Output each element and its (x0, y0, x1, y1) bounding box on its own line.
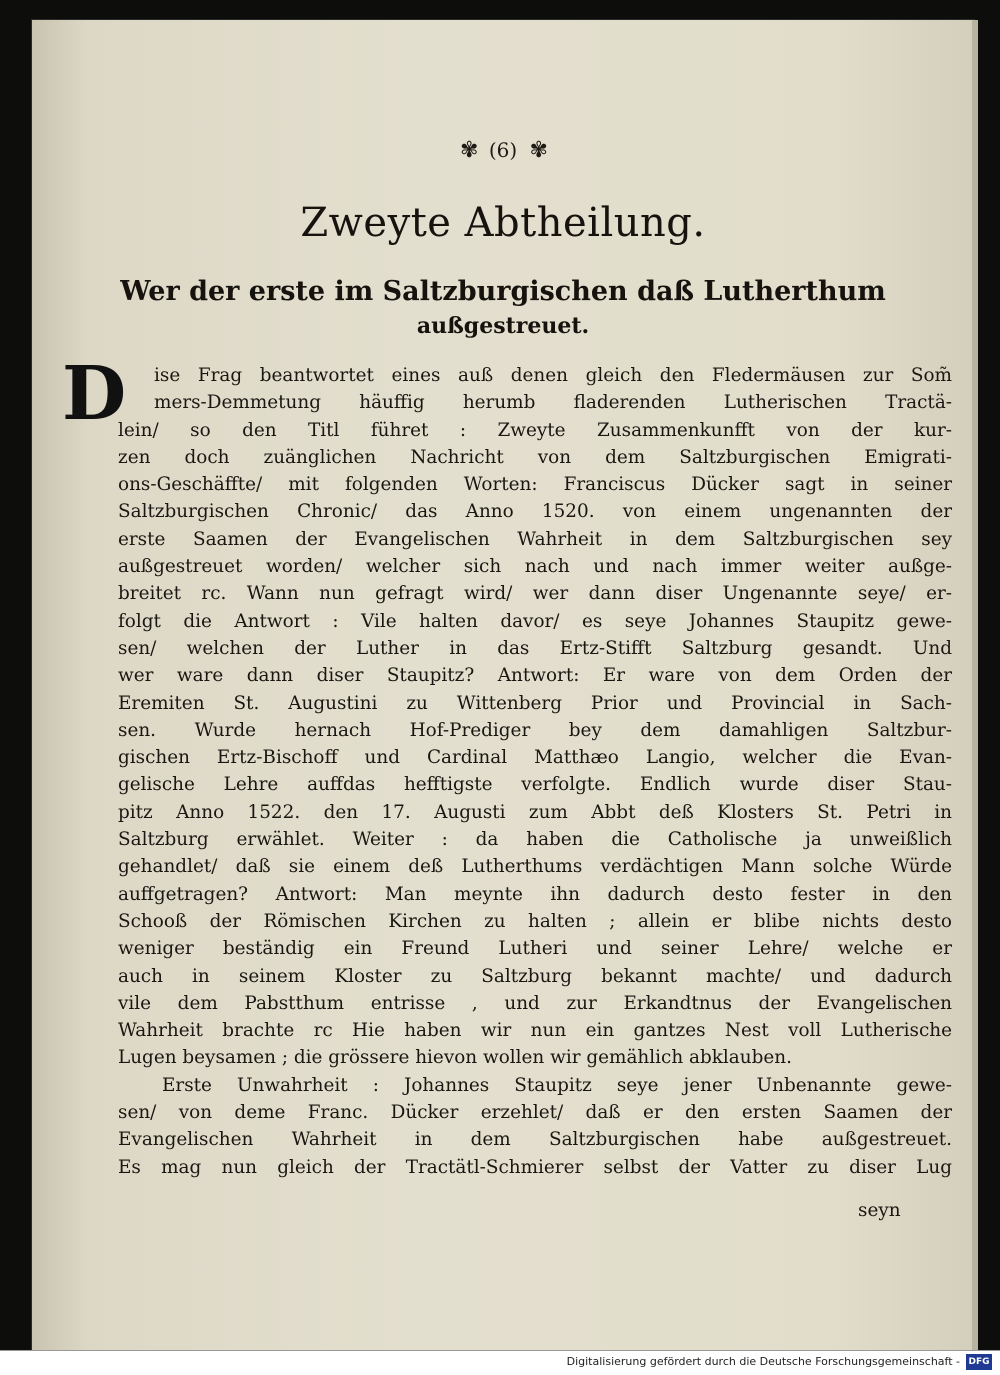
text-line: vile dem Pabstthum entrisse , und zur Erkandtnus der Evangelischen (118, 992, 952, 1014)
text-line: auch in seinem Kloster zu Saltzburg bekannt machte/ und dadurch (118, 965, 952, 987)
section-title: Zweyte Abtheilung. (300, 200, 706, 246)
text-line: ise Frag beantwortet eines auß denen gleich den Fledermäusen zur Som̃ (154, 365, 952, 386)
footer-credit: Digitalisierung gefördert durch die Deutsche Forschungsgemeinschaft - (566, 1355, 960, 1368)
text-line: Eremiten St. Augustini zu Wittenberg Prior und Provincial in Sach- (118, 692, 952, 714)
dropcap-block (118, 362, 952, 417)
text-line: Saltzburg erwählet. Weiter : da haben die Catholische ja unweißlich (118, 829, 952, 851)
drop-cap: D (62, 351, 127, 437)
text-line: Schooß der Römischen Kirchen zu halten ; allein er blibe nichts desto (118, 910, 952, 932)
page-header (32, 138, 974, 163)
text-line: gischen Ertz-Bischoff und Cardinal Matthæo Langio, welcher die Evan- (118, 747, 952, 769)
text-line: ons-Geschäffte/ mit folgenden Worten: Franciscus Dücker sagt in seiner (118, 474, 952, 496)
text-line: lein/ so den Titl führet : Zweyte Zusammenkunfft von der kur- (118, 419, 952, 441)
text-line: auffgetragen? Antwort: Man meynte ihn dadurch desto fester in den (118, 883, 952, 905)
ornament-right: ✾ (529, 138, 546, 163)
text-line: Saltzburgischen Chronic/ das Anno 1520. von einem ungenannten der (118, 501, 952, 523)
text-line: wer ware dann diser Staupitz? Antwort: Er ware von dem Orden der (118, 665, 952, 687)
text-line: zen doch zuänglichen Nachricht von dem Saltzburgischen Emigrati- (118, 446, 952, 468)
text-line: mers-Demmetung häuffig herumb fladerenden Lutherischen Tractä- (154, 392, 952, 414)
text-line: sen/ von deme Franc. Dücker erzehlet/ daß er den ersten Saamen der (118, 1102, 952, 1124)
text-line: gelische Lehre auffdas hefftigste verfolgte. Endlich wurde diser Stau- (118, 774, 952, 796)
text-line: Evangelischen Wahrheit in dem Saltzburgischen habe außgestreuet. (118, 1129, 952, 1151)
text-line: sen. Wurde hernach Hof-Prediger bey dem damahligen Saltzbur- (118, 719, 952, 741)
text-line: gehandlet/ daß sie einem deß Lutherthums verdächtigen Mann solche Würde (118, 856, 952, 878)
text-line: Wahrheit brachte rc Hie haben wir nun ein gantzes Nest voll Lutherische (118, 1020, 952, 1042)
text-line: folgt die Antwort : Vile halten davor/ es seye Johannes Staupitz gewe- (118, 610, 952, 632)
text-line: weniger beständig ein Freund Lutheri und seiner Lehre/ welche er (118, 938, 952, 960)
subtitle-line-2: außgestreuet. (416, 313, 590, 339)
scanned-page (32, 20, 974, 1350)
subtitle-line-1: Wer der erste im Saltzburgischen daß Lutherthum (120, 276, 886, 307)
text-line: pitz Anno 1522. den 17. Augusti zum Abbt deß Klosters St. Petri in (118, 801, 952, 823)
catchword: seyn (858, 1200, 901, 1221)
ornament-left: ✾ (460, 138, 477, 163)
body-text (118, 362, 952, 1181)
dfg-logo: DFG (966, 1354, 992, 1370)
text-line: sen/ welchen der Luther in das Ertz-Stifft Saltzburg gesandt. Und (118, 637, 952, 659)
text-line: außgestreuet worden/ welcher sich nach und nach immer weiter außge- (118, 556, 952, 578)
page-number: (6) (488, 138, 518, 162)
footer-bar (0, 1350, 1000, 1375)
text-line: erste Saamen der Evangelischen Wahrheit in dem Saltzburgischen sey (118, 528, 952, 550)
text-line: Lugen beysamen ; die grössere hievon wollen wir gemählich abklauben. (118, 1047, 792, 1069)
text-line: breitet rc. Wann nun gefragt wird/ wer dann diser Ungenannte seye/ er- (118, 583, 952, 605)
section-subtitle (72, 275, 934, 343)
text-line: Es mag nun gleich der Tractätl-Schmierer selbst der Vatter zu diser Lug (118, 1156, 952, 1178)
text-line: Erste Unwahrheit : Johannes Staupitz seye jener Unbenannte gewe- (162, 1074, 952, 1096)
